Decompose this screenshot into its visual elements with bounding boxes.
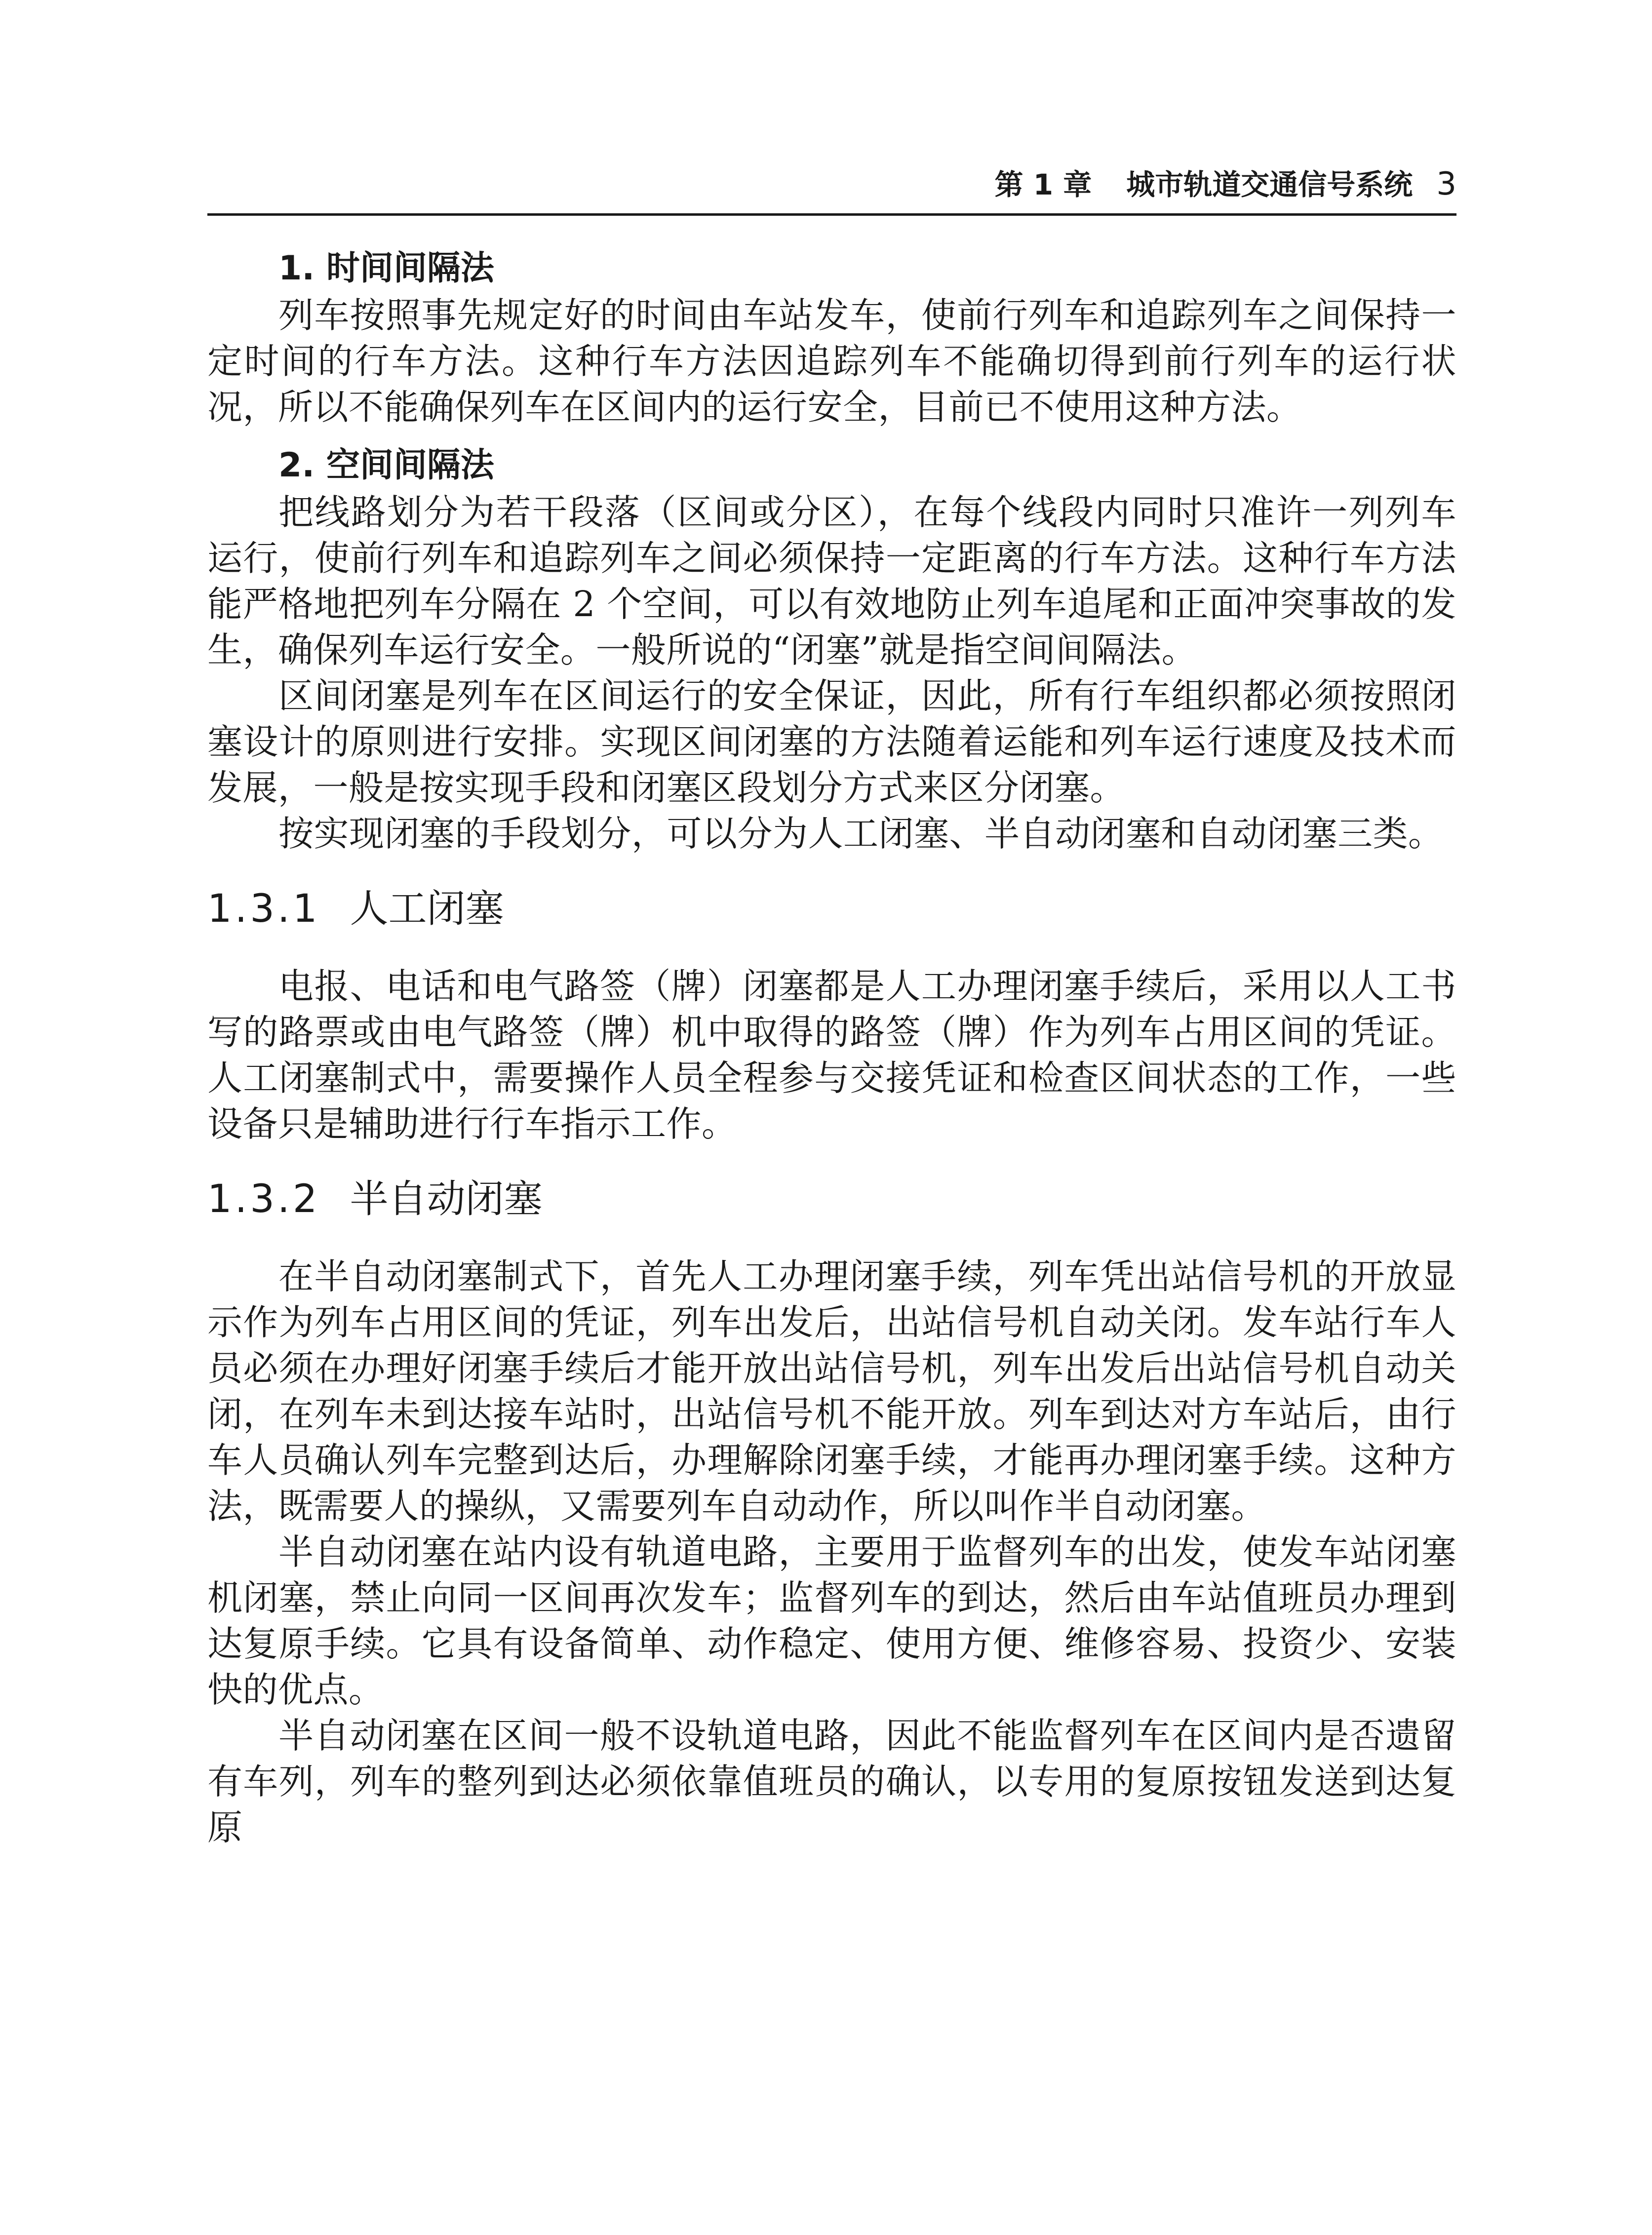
paragraph: 区间闭塞是列车在区间运行的安全保证，因此，所有行车组织都必须按照闭塞设计的原则进行安排。实现区间闭塞的方法随着运能和列车运行速度及技术而发展，一般是按实现手段和闭塞区段划分方式来区分闭塞。: [207, 675, 1456, 808]
paragraph: 半自动闭塞在站内设有轨道电路，主要用于监督列车的出发，使发车站闭塞机闭塞，禁止向同一区间再次发车；监督列车的到达，然后由车站值班员办理到达复原手续。它具有设备简单、动作稳定、使用方便、维修容易、投资少、安装快的优点。: [207, 1531, 1456, 1710]
section-number: 1.3.2: [207, 1177, 320, 1221]
paragraph: 在半自动闭塞制式下，首先人工办理闭塞手续，列车凭出站信号机的开放显示作为列车占用区间的凭证，列车出发后，出站信号机自动关闭。发车站行车人员必须在办理好闭塞手续后才能开放出站信号机，列车出发后出站信号机自动关闭，在列车未到达接车站时，出站信号机不能开放。列车到达对方车站后，由行车人员确认列车完整到达后，办理解除闭塞手续，才能再办理闭塞手续。这种方法，既需要人的操纵，又需要列车自动动作，所以叫作半自动闭塞。: [207, 1256, 1456, 1527]
section-title: 半自动闭塞: [350, 1177, 543, 1221]
paragraph: 半自动闭塞在区间一般不设轨道电路，因此不能监督列车在区间内是否遗留有车列，列车的整列到达必须依靠值班员的确认，以专用的复原按钮发送到达复原: [207, 1715, 1456, 1848]
header-rule: [207, 213, 1456, 216]
section-heading-1-3-1: [207, 879, 1456, 939]
subheading-time-interval: 1. 时间间隔法: [278, 249, 494, 288]
section-heading-1-3-2: [207, 1170, 1456, 1229]
body-text: [207, 233, 1456, 1850]
page-number: 3: [1436, 166, 1456, 202]
paragraph: 把线路划分为若干段落（区间或分区），在每个线段内同时只准许一列列车运行，使前行列车和追踪列车之间必须保持一定距离的行车方法。这种行车方法能严格地把列车分隔在 2 个空间，可以有效地防止列车追尾和正面冲突事故的发生，确保列车运行安全。一般所说的“闭塞”就是指空间间隔法。: [207, 492, 1456, 670]
subheading-space-interval: 2. 空间间隔法: [278, 446, 494, 485]
section-title: 人工闭塞: [350, 887, 504, 931]
chapter-title: 城市轨道交通信号系统: [1126, 168, 1413, 201]
chapter-label: 第 1 章: [994, 168, 1092, 201]
paragraph: 电报、电话和电气路签（牌）闭塞都是人工办理闭塞手续后，采用以人工书写的路票或由电气路签（牌）机中取得的路签（牌）作为列车占用区间的凭证。人工闭塞制式中，需要操作人员全程参与交接凭证和检查区间状态的工作，一些设备只是辅助进行行车指示工作。: [207, 966, 1456, 1144]
section-number: 1.3.1: [207, 887, 320, 931]
running-header: [207, 157, 1456, 211]
paragraph: 列车按照事先规定好的时间由车站发车，使前行列车和追踪列车之间保持一定时间的行车方法。这种行车方法因追踪列车不能确切得到前行列车的运行状况，所以不能确保列车在区间内的运行安全，目前已不使用这种方法。: [207, 295, 1456, 428]
paragraph: 按实现闭塞的手段划分，可以分为人工闭塞、半自动闭塞和自动闭塞三类。: [278, 813, 1444, 854]
